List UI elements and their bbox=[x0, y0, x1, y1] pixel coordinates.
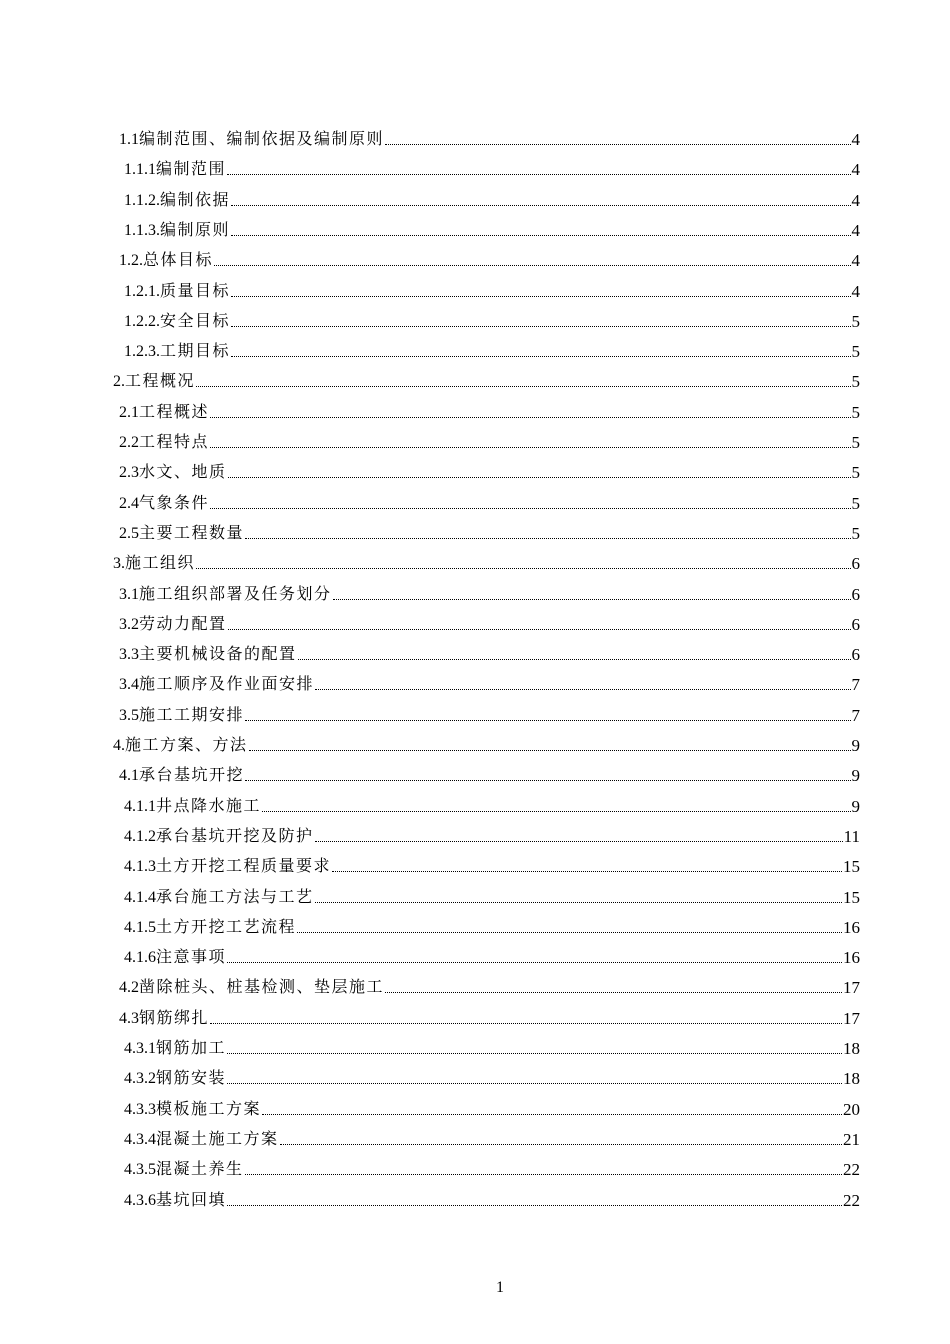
toc-entry-text: 承台施工方法与工艺 bbox=[156, 886, 314, 906]
toc-entry-title bbox=[119, 583, 332, 606]
toc-dot-leader bbox=[227, 1053, 842, 1054]
toc-entry[interactable] bbox=[119, 246, 860, 272]
toc-entry-title bbox=[124, 158, 226, 181]
toc-entry-page: 18 bbox=[843, 1069, 860, 1089]
toc-entry-text: 编制依据 bbox=[160, 189, 231, 209]
toc-entry[interactable] bbox=[119, 761, 860, 787]
toc-entry-text: 工期目标 bbox=[160, 341, 231, 361]
toc-dot-leader bbox=[315, 841, 843, 842]
toc-entry[interactable] bbox=[119, 640, 860, 666]
toc-entry-text: 承台基坑开挖及防护 bbox=[156, 825, 314, 845]
toc-dot-leader bbox=[231, 296, 850, 297]
toc-entry-title bbox=[119, 249, 213, 272]
toc-entry-text: 模板施工方案 bbox=[156, 1098, 262, 1118]
toc-entry-text: 基坑回填 bbox=[156, 1189, 227, 1209]
toc-entry-text: 安全目标 bbox=[160, 310, 231, 330]
toc-dot-leader bbox=[245, 720, 850, 721]
toc-entry-text: 施工顺序及作业面安排 bbox=[139, 674, 315, 694]
page-number: 1 bbox=[496, 1279, 504, 1296]
toc-entry-text: 钢筋加工 bbox=[156, 1038, 227, 1057]
toc-entry[interactable] bbox=[124, 852, 860, 878]
toc-entry-title bbox=[119, 704, 244, 727]
toc-dot-leader bbox=[262, 1114, 842, 1115]
toc-entry-title bbox=[124, 946, 226, 969]
toc-entry-title bbox=[124, 916, 296, 939]
toc-dot-leader bbox=[227, 962, 842, 963]
toc-dot-leader bbox=[333, 599, 851, 600]
toc-entry-number: 3. bbox=[113, 555, 125, 573]
toc-entry[interactable] bbox=[119, 973, 860, 999]
toc-dot-leader bbox=[231, 356, 850, 357]
toc-entry-title bbox=[124, 280, 230, 303]
toc-entry-number: 4.2 bbox=[119, 979, 139, 997]
toc-dot-leader bbox=[214, 265, 850, 266]
toc-entry[interactable] bbox=[124, 155, 860, 181]
toc-entry-text: 主要机械设备的配置 bbox=[139, 644, 297, 664]
toc-entry-title bbox=[124, 1067, 226, 1090]
toc-entry-text: 施工组织 bbox=[125, 553, 196, 573]
toc-entry[interactable] bbox=[124, 822, 860, 848]
toc-entry-page: 17 bbox=[843, 1008, 860, 1028]
toc-entry-number: 2.3 bbox=[119, 464, 139, 482]
toc-entry-page: 11 bbox=[843, 826, 860, 846]
toc-entry-title bbox=[124, 886, 314, 909]
toc-entry[interactable] bbox=[119, 398, 860, 424]
toc-entry-page: 18 bbox=[843, 1039, 860, 1058]
toc-entry[interactable] bbox=[124, 186, 860, 212]
toc-dot-leader bbox=[196, 568, 850, 569]
toc-entry-number: 3.5 bbox=[119, 706, 139, 724]
toc-dot-leader bbox=[297, 932, 842, 933]
toc-entry[interactable] bbox=[119, 580, 860, 606]
toc-entry-number: 4. bbox=[113, 737, 125, 754]
toc-entry-number: 1.1 bbox=[119, 131, 139, 148]
toc-entry-page: 4 bbox=[851, 130, 860, 149]
toc-dot-leader bbox=[210, 508, 850, 509]
toc-entry[interactable] bbox=[124, 1125, 860, 1151]
toc-dot-leader bbox=[315, 902, 842, 903]
toc-entry-page: 9 bbox=[851, 736, 860, 755]
toc-entry-page: 5 bbox=[851, 342, 860, 362]
toc-entry-title bbox=[124, 825, 314, 848]
toc-entry-title bbox=[113, 734, 248, 757]
toc-dot-leader bbox=[210, 417, 850, 418]
toc-entry-number: 4.1.4 bbox=[124, 888, 156, 906]
toc-dot-leader bbox=[228, 629, 851, 630]
toc-entry-page: 9 bbox=[851, 766, 860, 786]
toc-entry-page: 4 bbox=[851, 190, 860, 210]
toc-entry-page: 5 bbox=[851, 463, 860, 483]
toc-dot-leader bbox=[196, 386, 850, 387]
toc-entry-number: 1.1.1 bbox=[124, 161, 156, 179]
toc-entry-text: 施工方案、方法 bbox=[125, 735, 248, 754]
toc-entry-number: 4.1.5 bbox=[124, 918, 156, 936]
toc-entry-text: 注意事项 bbox=[156, 947, 227, 967]
toc-entry-number: 4.3.3 bbox=[124, 1100, 156, 1118]
toc-dot-leader bbox=[280, 1144, 842, 1145]
toc-entry-page: 5 bbox=[851, 523, 860, 543]
toc-entry-page: 20 bbox=[843, 1099, 860, 1119]
toc-dot-leader bbox=[249, 750, 851, 751]
toc-entry-text: 混凝土养生 bbox=[156, 1159, 244, 1179]
toc-entry-title bbox=[124, 855, 331, 878]
toc-entry-page: 21 bbox=[843, 1129, 860, 1149]
toc-entry-page: 15 bbox=[843, 857, 860, 877]
toc-entry[interactable] bbox=[119, 701, 860, 727]
toc-entry-title bbox=[119, 522, 244, 545]
toc-entry-number: 1.2. bbox=[119, 252, 143, 270]
toc-entry-title bbox=[124, 1189, 226, 1212]
toc-entry-page: 17 bbox=[843, 978, 860, 998]
toc-entry[interactable] bbox=[119, 1004, 860, 1030]
toc-dot-leader bbox=[315, 689, 850, 690]
toc-entry[interactable] bbox=[124, 913, 860, 939]
toc-entry-title bbox=[124, 1158, 244, 1181]
toc-dot-leader bbox=[231, 235, 850, 236]
toc-entry-title bbox=[119, 401, 209, 424]
toc-dot-leader bbox=[228, 477, 851, 478]
toc-entry-number: 1.1.2. bbox=[124, 191, 160, 209]
toc-entry[interactable] bbox=[119, 610, 860, 636]
toc-entry-title bbox=[124, 1037, 226, 1060]
toc-entry[interactable] bbox=[119, 489, 860, 515]
toc-dot-leader bbox=[227, 1205, 842, 1206]
toc-entry-title bbox=[119, 128, 384, 151]
toc-entry-page: 4 bbox=[851, 251, 860, 271]
toc-entry-number: 4.1.1 bbox=[124, 797, 156, 815]
toc-entry-title bbox=[124, 219, 230, 242]
toc-dot-leader bbox=[245, 780, 850, 781]
toc-entry-page: 5 bbox=[851, 372, 860, 392]
toc-entry[interactable] bbox=[124, 277, 860, 303]
toc-entry-page: 6 bbox=[851, 554, 860, 574]
toc-entry-page: 5 bbox=[851, 402, 860, 422]
toc-entry-title bbox=[119, 976, 384, 999]
toc-entry-page: 9 bbox=[851, 796, 860, 816]
toc-entry-text: 承台基坑开挖 bbox=[139, 765, 245, 785]
toc-entry-number: 4.3 bbox=[119, 1009, 139, 1027]
toc-entry-page: 16 bbox=[843, 948, 860, 968]
toc-entry-title bbox=[119, 764, 244, 787]
toc-entry[interactable] bbox=[124, 307, 860, 333]
toc-dot-leader bbox=[231, 205, 850, 206]
toc-dot-leader bbox=[210, 447, 850, 448]
toc-entry-page: 4 bbox=[851, 160, 860, 180]
toc-entry-title bbox=[113, 370, 195, 393]
toc-entry-text: 劳动力配置 bbox=[139, 613, 227, 633]
toc-entry-title bbox=[119, 461, 227, 484]
toc-entry-number: 4.3.6 bbox=[124, 1191, 156, 1209]
toc-entry-title bbox=[119, 643, 297, 666]
toc-entry-page: 22 bbox=[843, 1190, 860, 1210]
toc-entry[interactable] bbox=[124, 1064, 860, 1090]
toc-entry-text: 总体目标 bbox=[143, 250, 214, 270]
toc-entry[interactable] bbox=[124, 1155, 860, 1181]
toc-dot-leader bbox=[227, 1083, 842, 1084]
toc-entry-page: 5 bbox=[851, 493, 860, 513]
toc-dot-leader bbox=[245, 1174, 842, 1175]
toc-entry-page: 6 bbox=[851, 614, 860, 634]
toc-entry-title bbox=[113, 552, 195, 575]
toc-entry-text: 凿除桩头、桩基检测、垫层施工 bbox=[139, 977, 385, 997]
toc-entry-page: 7 bbox=[851, 675, 860, 695]
toc-dot-leader bbox=[332, 871, 842, 872]
toc-dot-leader bbox=[385, 992, 842, 993]
toc-entry-number: 4.3.1 bbox=[124, 1040, 156, 1057]
toc-entry-text: 施工组织部署及任务划分 bbox=[139, 583, 332, 603]
toc-entry-text: 质量目标 bbox=[160, 280, 231, 300]
toc-entry-number: 2. bbox=[113, 373, 125, 391]
toc-entry[interactable] bbox=[124, 216, 860, 242]
toc-entry-title bbox=[124, 189, 230, 212]
toc-entry-title bbox=[124, 340, 230, 363]
toc-entry-text: 气象条件 bbox=[139, 492, 210, 512]
toc-entry-title bbox=[119, 431, 209, 454]
toc-entry[interactable] bbox=[113, 367, 860, 393]
toc-entry-number: 4.3.2 bbox=[124, 1070, 156, 1088]
toc-entry-number: 3.1 bbox=[119, 585, 139, 603]
toc-entry[interactable] bbox=[119, 519, 860, 545]
toc-entry-number: 4.1.3 bbox=[124, 858, 156, 876]
toc-entry-text: 工程概述 bbox=[139, 401, 210, 421]
toc-entry[interactable] bbox=[124, 792, 860, 818]
toc-entry-text: 编制范围、编制依据及编制原则 bbox=[139, 129, 385, 148]
toc-entry-number: 4.3.5 bbox=[124, 1161, 156, 1179]
toc-entry-number: 1.1.3. bbox=[124, 221, 160, 239]
toc-dot-leader bbox=[385, 144, 850, 145]
toc-entry[interactable] bbox=[113, 731, 860, 757]
toc-entry-number: 1.2.3. bbox=[124, 343, 160, 361]
toc-entry[interactable] bbox=[119, 125, 860, 151]
toc-entry-text: 混凝土施工方案 bbox=[156, 1128, 279, 1148]
toc-entry-number: 3.2 bbox=[119, 615, 139, 633]
toc-entry[interactable] bbox=[124, 1095, 860, 1121]
toc-entry-title bbox=[119, 1007, 209, 1030]
toc-entry-text: 编制范围 bbox=[156, 159, 227, 179]
toc-entry-text: 编制原则 bbox=[160, 219, 231, 239]
toc-entry-title bbox=[119, 492, 209, 515]
toc-entry-page: 4 bbox=[851, 281, 860, 301]
toc-entry-text: 土方开挖工艺流程 bbox=[156, 916, 297, 936]
toc-entry[interactable] bbox=[124, 1034, 860, 1060]
toc-entry-title bbox=[124, 795, 261, 818]
toc-entry-title bbox=[124, 310, 230, 333]
toc-entry-page: 4 bbox=[851, 220, 860, 240]
toc-dot-leader bbox=[262, 811, 850, 812]
toc-dot-leader bbox=[298, 659, 851, 660]
toc-entry-number: 4.1 bbox=[119, 767, 139, 785]
toc-entry-number: 2.2 bbox=[119, 434, 139, 451]
toc-entry-page: 16 bbox=[843, 917, 860, 937]
toc-entry[interactable] bbox=[124, 943, 860, 969]
toc-entry-title bbox=[119, 673, 314, 696]
toc-entry[interactable] bbox=[119, 670, 860, 696]
toc-entry-text: 工程特点 bbox=[139, 432, 210, 451]
toc-entry[interactable] bbox=[113, 549, 860, 575]
toc-entry-title bbox=[124, 1128, 279, 1151]
toc-entry-number: 2.5 bbox=[119, 524, 139, 542]
toc-entry-text: 钢筋绑扎 bbox=[139, 1007, 210, 1027]
toc-entry[interactable] bbox=[124, 883, 860, 909]
toc-entry-text: 水文、地质 bbox=[139, 462, 227, 482]
toc-entry-page: 7 bbox=[851, 705, 860, 725]
toc-entry-text: 井点降水施工 bbox=[156, 795, 262, 815]
toc-entry-text: 施工工期安排 bbox=[139, 704, 245, 724]
toc-entry-page: 5 bbox=[851, 311, 860, 331]
toc-dot-leader bbox=[227, 174, 850, 175]
toc-entry-number: 4.1.6 bbox=[124, 949, 156, 967]
toc-entry-number: 1.2.1. bbox=[124, 282, 160, 300]
toc-entry-number: 3.4 bbox=[119, 676, 139, 694]
toc-entry-text: 工程概况 bbox=[125, 371, 196, 391]
toc-entry-number: 2.1 bbox=[119, 403, 139, 421]
toc-entry-number: 1.2.2. bbox=[124, 312, 160, 330]
toc-entry[interactable] bbox=[119, 458, 860, 484]
toc-entry[interactable] bbox=[124, 337, 860, 363]
toc-entry-number: 4.1.2 bbox=[124, 827, 156, 845]
toc-entry-number: 3.3 bbox=[119, 646, 139, 664]
toc-dot-leader bbox=[231, 326, 850, 327]
toc-entry-title bbox=[119, 613, 227, 636]
toc-entry-title bbox=[124, 1098, 261, 1121]
toc-entry-page: 15 bbox=[843, 887, 860, 907]
toc-entry-text: 土方开挖工程质量要求 bbox=[156, 856, 332, 876]
toc-entry[interactable] bbox=[119, 428, 860, 454]
toc-entry-number: 4.3.4 bbox=[124, 1130, 156, 1148]
toc-dot-leader bbox=[245, 538, 850, 539]
toc-entry-page: 6 bbox=[851, 584, 860, 604]
toc-entry-number: 2.4 bbox=[119, 494, 139, 512]
toc-entry-page: 5 bbox=[851, 433, 860, 452]
toc-entry-page: 22 bbox=[843, 1160, 860, 1180]
toc-entry[interactable] bbox=[124, 1186, 860, 1212]
toc-entry-text: 主要工程数量 bbox=[139, 522, 245, 542]
toc-dot-leader bbox=[210, 1023, 842, 1024]
toc-entry-page: 6 bbox=[851, 645, 860, 665]
toc-entry-text: 钢筋安装 bbox=[156, 1068, 227, 1088]
